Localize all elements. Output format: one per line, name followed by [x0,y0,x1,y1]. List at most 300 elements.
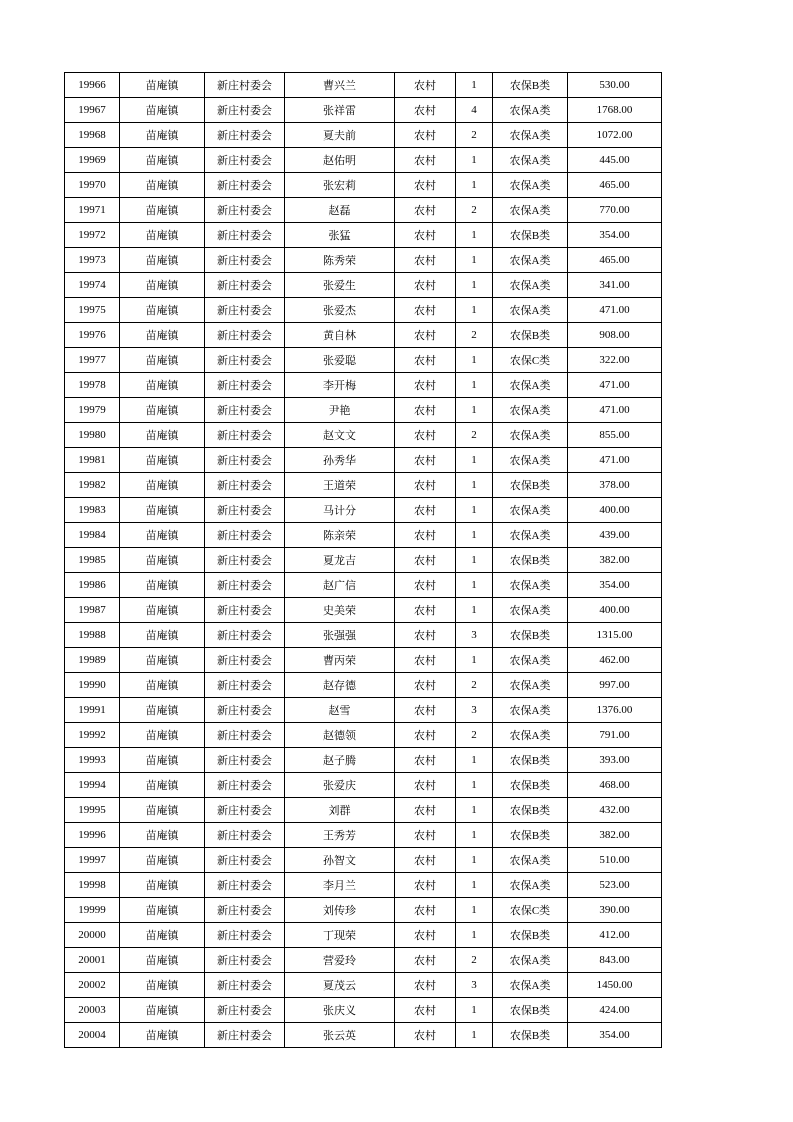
cell-amount: 400.00 [568,498,662,523]
cell-residence: 农村 [395,848,456,873]
cell-amount: 393.00 [568,748,662,773]
table-row [65,473,662,498]
cell-count: 1 [456,998,493,1023]
table-row [65,773,662,798]
cell-name: 营爱玲 [285,948,395,973]
cell-category: 农保A类 [493,848,568,873]
cell-count: 1 [456,873,493,898]
cell-residence: 农村 [395,498,456,523]
cell-id: 19977 [65,348,120,373]
cell-id: 19970 [65,173,120,198]
cell-category: 农保A类 [493,873,568,898]
cell-village: 新庄村委会 [205,473,285,498]
cell-town: 苗庵镇 [120,173,205,198]
cell-amount: 432.00 [568,798,662,823]
cell-id: 19989 [65,648,120,673]
cell-residence: 农村 [395,323,456,348]
cell-id: 19984 [65,523,120,548]
cell-residence: 农村 [395,573,456,598]
cell-category: 农保B类 [493,323,568,348]
table-row [65,173,662,198]
cell-town: 苗庵镇 [120,73,205,98]
cell-id: 19990 [65,673,120,698]
cell-town: 苗庵镇 [120,423,205,448]
table-row [65,723,662,748]
cell-count: 1 [456,148,493,173]
cell-amount: 439.00 [568,523,662,548]
cell-id: 19998 [65,873,120,898]
table-row [65,598,662,623]
cell-town: 苗庵镇 [120,598,205,623]
cell-village: 新庄村委会 [205,373,285,398]
cell-id: 19982 [65,473,120,498]
cell-id: 19973 [65,248,120,273]
cell-residence: 农村 [395,98,456,123]
table-row [65,898,662,923]
cell-id: 19968 [65,123,120,148]
cell-category: 农保B类 [493,623,568,648]
cell-name: 赵文文 [285,423,395,448]
cell-amount: 530.00 [568,73,662,98]
cell-count: 1 [456,373,493,398]
cell-category: 农保A类 [493,698,568,723]
cell-village: 新庄村委会 [205,798,285,823]
cell-residence: 农村 [395,673,456,698]
cell-count: 3 [456,973,493,998]
cell-name: 曹兴兰 [285,73,395,98]
cell-count: 2 [456,673,493,698]
cell-name: 刘群 [285,798,395,823]
cell-town: 苗庵镇 [120,448,205,473]
cell-count: 3 [456,623,493,648]
cell-village: 新庄村委会 [205,223,285,248]
cell-count: 1 [456,448,493,473]
cell-residence: 农村 [395,873,456,898]
cell-village: 新庄村委会 [205,173,285,198]
cell-village: 新庄村委会 [205,1023,285,1048]
cell-count: 4 [456,98,493,123]
cell-village: 新庄村委会 [205,998,285,1023]
cell-town: 苗庵镇 [120,398,205,423]
cell-amount: 341.00 [568,273,662,298]
cell-amount: 997.00 [568,673,662,698]
cell-count: 1 [456,648,493,673]
cell-amount: 1450.00 [568,973,662,998]
cell-count: 2 [456,423,493,448]
cell-id: 19971 [65,198,120,223]
cell-id: 19985 [65,548,120,573]
cell-count: 1 [456,223,493,248]
cell-amount: 843.00 [568,948,662,973]
table-row [65,623,662,648]
cell-residence: 农村 [395,698,456,723]
table-row [65,423,662,448]
cell-residence: 农村 [395,198,456,223]
table-row [65,373,662,398]
cell-residence: 农村 [395,223,456,248]
cell-id: 20002 [65,973,120,998]
cell-name: 张强强 [285,623,395,648]
table-row [65,648,662,673]
table-row [65,123,662,148]
table-row [65,73,662,98]
cell-amount: 465.00 [568,173,662,198]
cell-town: 苗庵镇 [120,523,205,548]
cell-name: 夏茂云 [285,973,395,998]
cell-count: 3 [456,698,493,723]
cell-name: 张云英 [285,1023,395,1048]
cell-residence: 农村 [395,773,456,798]
cell-town: 苗庵镇 [120,998,205,1023]
cell-village: 新庄村委会 [205,748,285,773]
cell-id: 19974 [65,273,120,298]
cell-count: 1 [456,473,493,498]
cell-category: 农保A类 [493,573,568,598]
cell-residence: 农村 [395,973,456,998]
cell-amount: 354.00 [568,1023,662,1048]
cell-residence: 农村 [395,623,456,648]
cell-name: 尹艳 [285,398,395,423]
cell-residence: 农村 [395,823,456,848]
cell-town: 苗庵镇 [120,798,205,823]
cell-amount: 382.00 [568,823,662,848]
cell-amount: 471.00 [568,298,662,323]
cell-village: 新庄村委会 [205,873,285,898]
cell-amount: 1376.00 [568,698,662,723]
cell-id: 20003 [65,998,120,1023]
cell-amount: 510.00 [568,848,662,873]
cell-category: 农保B类 [493,1023,568,1048]
cell-amount: 354.00 [568,573,662,598]
table-row [65,1023,662,1048]
cell-name: 夏龙吉 [285,548,395,573]
cell-category: 农保A类 [493,398,568,423]
cell-count: 1 [456,1023,493,1048]
cell-village: 新庄村委会 [205,598,285,623]
cell-village: 新庄村委会 [205,323,285,348]
cell-category: 农保B类 [493,73,568,98]
cell-id: 19987 [65,598,120,623]
cell-id: 19972 [65,223,120,248]
cell-name: 张爱杰 [285,298,395,323]
cell-residence: 农村 [395,648,456,673]
cell-name: 刘传珍 [285,898,395,923]
cell-residence: 农村 [395,423,456,448]
cell-category: 农保A类 [493,598,568,623]
cell-count: 1 [456,298,493,323]
cell-village: 新庄村委会 [205,823,285,848]
cell-town: 苗庵镇 [120,773,205,798]
table-row [65,748,662,773]
table-body [65,73,662,1048]
cell-id: 20001 [65,948,120,973]
cell-town: 苗庵镇 [120,648,205,673]
cell-count: 1 [456,598,493,623]
cell-category: 农保A类 [493,948,568,973]
cell-count: 1 [456,248,493,273]
cell-name: 张爱聪 [285,348,395,373]
cell-amount: 1072.00 [568,123,662,148]
cell-id: 19979 [65,398,120,423]
cell-village: 新庄村委会 [205,98,285,123]
cell-category: 农保A类 [493,448,568,473]
cell-category: 农保A类 [493,673,568,698]
cell-town: 苗庵镇 [120,973,205,998]
table-row [65,223,662,248]
cell-village: 新庄村委会 [205,523,285,548]
cell-village: 新庄村委会 [205,348,285,373]
cell-category: 农保A类 [493,373,568,398]
cell-id: 19988 [65,623,120,648]
cell-category: 农保A类 [493,198,568,223]
table-row [65,948,662,973]
cell-count: 1 [456,923,493,948]
cell-name: 王道荣 [285,473,395,498]
cell-amount: 465.00 [568,248,662,273]
cell-town: 苗庵镇 [120,323,205,348]
cell-residence: 农村 [395,398,456,423]
cell-category: 农保B类 [493,548,568,573]
table-row [65,523,662,548]
cell-category: 农保B类 [493,773,568,798]
table-row [65,398,662,423]
cell-residence: 农村 [395,798,456,823]
table-row [65,823,662,848]
cell-residence: 农村 [395,448,456,473]
cell-town: 苗庵镇 [120,623,205,648]
table-row [65,248,662,273]
cell-name: 张庆义 [285,998,395,1023]
cell-count: 1 [456,548,493,573]
cell-town: 苗庵镇 [120,198,205,223]
cell-amount: 322.00 [568,348,662,373]
cell-category: 农保A类 [493,123,568,148]
cell-residence: 农村 [395,898,456,923]
cell-amount: 855.00 [568,423,662,448]
cell-village: 新庄村委会 [205,723,285,748]
cell-town: 苗庵镇 [120,923,205,948]
cell-village: 新庄村委会 [205,298,285,323]
cell-amount: 523.00 [568,873,662,898]
cell-residence: 农村 [395,548,456,573]
cell-id: 19976 [65,323,120,348]
cell-amount: 471.00 [568,373,662,398]
table-row [65,548,662,573]
cell-name: 夏夫前 [285,123,395,148]
cell-name: 王秀芳 [285,823,395,848]
cell-count: 1 [456,173,493,198]
cell-residence: 农村 [395,273,456,298]
cell-name: 黄自林 [285,323,395,348]
cell-amount: 908.00 [568,323,662,348]
cell-town: 苗庵镇 [120,848,205,873]
cell-count: 2 [456,723,493,748]
cell-id: 19999 [65,898,120,923]
cell-amount: 1768.00 [568,98,662,123]
cell-village: 新庄村委会 [205,848,285,873]
table-row [65,973,662,998]
cell-village: 新庄村委会 [205,273,285,298]
table-row [65,873,662,898]
table-row [65,323,662,348]
cell-category: 农保B类 [493,223,568,248]
table-row [65,273,662,298]
table-row [65,673,662,698]
table-row [65,298,662,323]
cell-town: 苗庵镇 [120,823,205,848]
cell-residence: 农村 [395,348,456,373]
cell-town: 苗庵镇 [120,1023,205,1048]
cell-village: 新庄村委会 [205,573,285,598]
table-row [65,348,662,373]
cell-category: 农保B类 [493,998,568,1023]
cell-category: 农保C类 [493,898,568,923]
cell-category: 农保B类 [493,923,568,948]
cell-village: 新庄村委会 [205,548,285,573]
cell-id: 19978 [65,373,120,398]
cell-town: 苗庵镇 [120,473,205,498]
cell-count: 1 [456,798,493,823]
cell-category: 农保A类 [493,423,568,448]
table-row [65,573,662,598]
cell-village: 新庄村委会 [205,623,285,648]
cell-name: 曹丙荣 [285,648,395,673]
cell-name: 赵子腾 [285,748,395,773]
cell-residence: 农村 [395,1023,456,1048]
cell-count: 2 [456,198,493,223]
cell-residence: 农村 [395,373,456,398]
cell-village: 新庄村委会 [205,698,285,723]
cell-name: 赵佑明 [285,148,395,173]
cell-village: 新庄村委会 [205,948,285,973]
cell-village: 新庄村委会 [205,123,285,148]
table-row [65,448,662,473]
cell-category: 农保A类 [493,298,568,323]
cell-count: 1 [456,523,493,548]
cell-id: 19986 [65,573,120,598]
cell-town: 苗庵镇 [120,723,205,748]
cell-name: 赵雪 [285,698,395,723]
cell-residence: 农村 [395,948,456,973]
cell-town: 苗庵镇 [120,298,205,323]
cell-category: 农保A类 [493,248,568,273]
table-row [65,998,662,1023]
cell-residence: 农村 [395,923,456,948]
cell-count: 2 [456,323,493,348]
cell-category: 农保C类 [493,348,568,373]
cell-town: 苗庵镇 [120,898,205,923]
cell-name: 史美荣 [285,598,395,623]
cell-village: 新庄村委会 [205,773,285,798]
cell-town: 苗庵镇 [120,373,205,398]
cell-count: 2 [456,948,493,973]
cell-category: 农保A类 [493,148,568,173]
cell-town: 苗庵镇 [120,248,205,273]
cell-count: 1 [456,73,493,98]
cell-village: 新庄村委会 [205,448,285,473]
cell-category: 农保B类 [493,473,568,498]
cell-category: 农保A类 [493,273,568,298]
cell-town: 苗庵镇 [120,548,205,573]
table-row [65,148,662,173]
cell-count: 1 [456,898,493,923]
cell-count: 2 [456,123,493,148]
table-row [65,198,662,223]
cell-id: 20004 [65,1023,120,1048]
cell-id: 19980 [65,423,120,448]
cell-name: 赵磊 [285,198,395,223]
cell-name: 张宏莉 [285,173,395,198]
cell-town: 苗庵镇 [120,748,205,773]
cell-id: 20000 [65,923,120,948]
cell-name: 张祥雷 [285,98,395,123]
cell-category: 农保B类 [493,798,568,823]
cell-amount: 445.00 [568,148,662,173]
cell-village: 新庄村委会 [205,973,285,998]
cell-residence: 农村 [395,248,456,273]
cell-id: 19991 [65,698,120,723]
cell-id: 19992 [65,723,120,748]
cell-town: 苗庵镇 [120,223,205,248]
cell-town: 苗庵镇 [120,698,205,723]
cell-village: 新庄村委会 [205,398,285,423]
table-row [65,848,662,873]
cell-name: 孙秀华 [285,448,395,473]
cell-village: 新庄村委会 [205,923,285,948]
cell-count: 1 [456,823,493,848]
cell-count: 1 [456,573,493,598]
cell-village: 新庄村委会 [205,148,285,173]
cell-name: 丁现荣 [285,923,395,948]
cell-id: 19997 [65,848,120,873]
cell-name: 赵存德 [285,673,395,698]
cell-amount: 400.00 [568,598,662,623]
cell-residence: 农村 [395,173,456,198]
cell-amount: 424.00 [568,998,662,1023]
cell-name: 孙智文 [285,848,395,873]
cell-count: 1 [456,848,493,873]
cell-town: 苗庵镇 [120,148,205,173]
cell-residence: 农村 [395,723,456,748]
table-row [65,498,662,523]
cell-count: 1 [456,273,493,298]
cell-category: 农保A类 [493,498,568,523]
table-row [65,698,662,723]
cell-residence: 农村 [395,598,456,623]
cell-town: 苗庵镇 [120,673,205,698]
cell-name: 陈亲荣 [285,523,395,548]
cell-amount: 378.00 [568,473,662,498]
cell-residence: 农村 [395,748,456,773]
cell-count: 1 [456,348,493,373]
cell-category: 农保A类 [493,973,568,998]
cell-amount: 468.00 [568,773,662,798]
cell-residence: 农村 [395,298,456,323]
cell-name: 马计分 [285,498,395,523]
cell-name: 李月兰 [285,873,395,898]
cell-town: 苗庵镇 [120,348,205,373]
cell-category: 农保A类 [493,723,568,748]
cell-id: 19981 [65,448,120,473]
cell-village: 新庄村委会 [205,248,285,273]
cell-village: 新庄村委会 [205,898,285,923]
cell-id: 19993 [65,748,120,773]
cell-residence: 农村 [395,473,456,498]
cell-town: 苗庵镇 [120,873,205,898]
cell-count: 1 [456,498,493,523]
cell-category: 农保A类 [493,523,568,548]
cell-amount: 390.00 [568,898,662,923]
